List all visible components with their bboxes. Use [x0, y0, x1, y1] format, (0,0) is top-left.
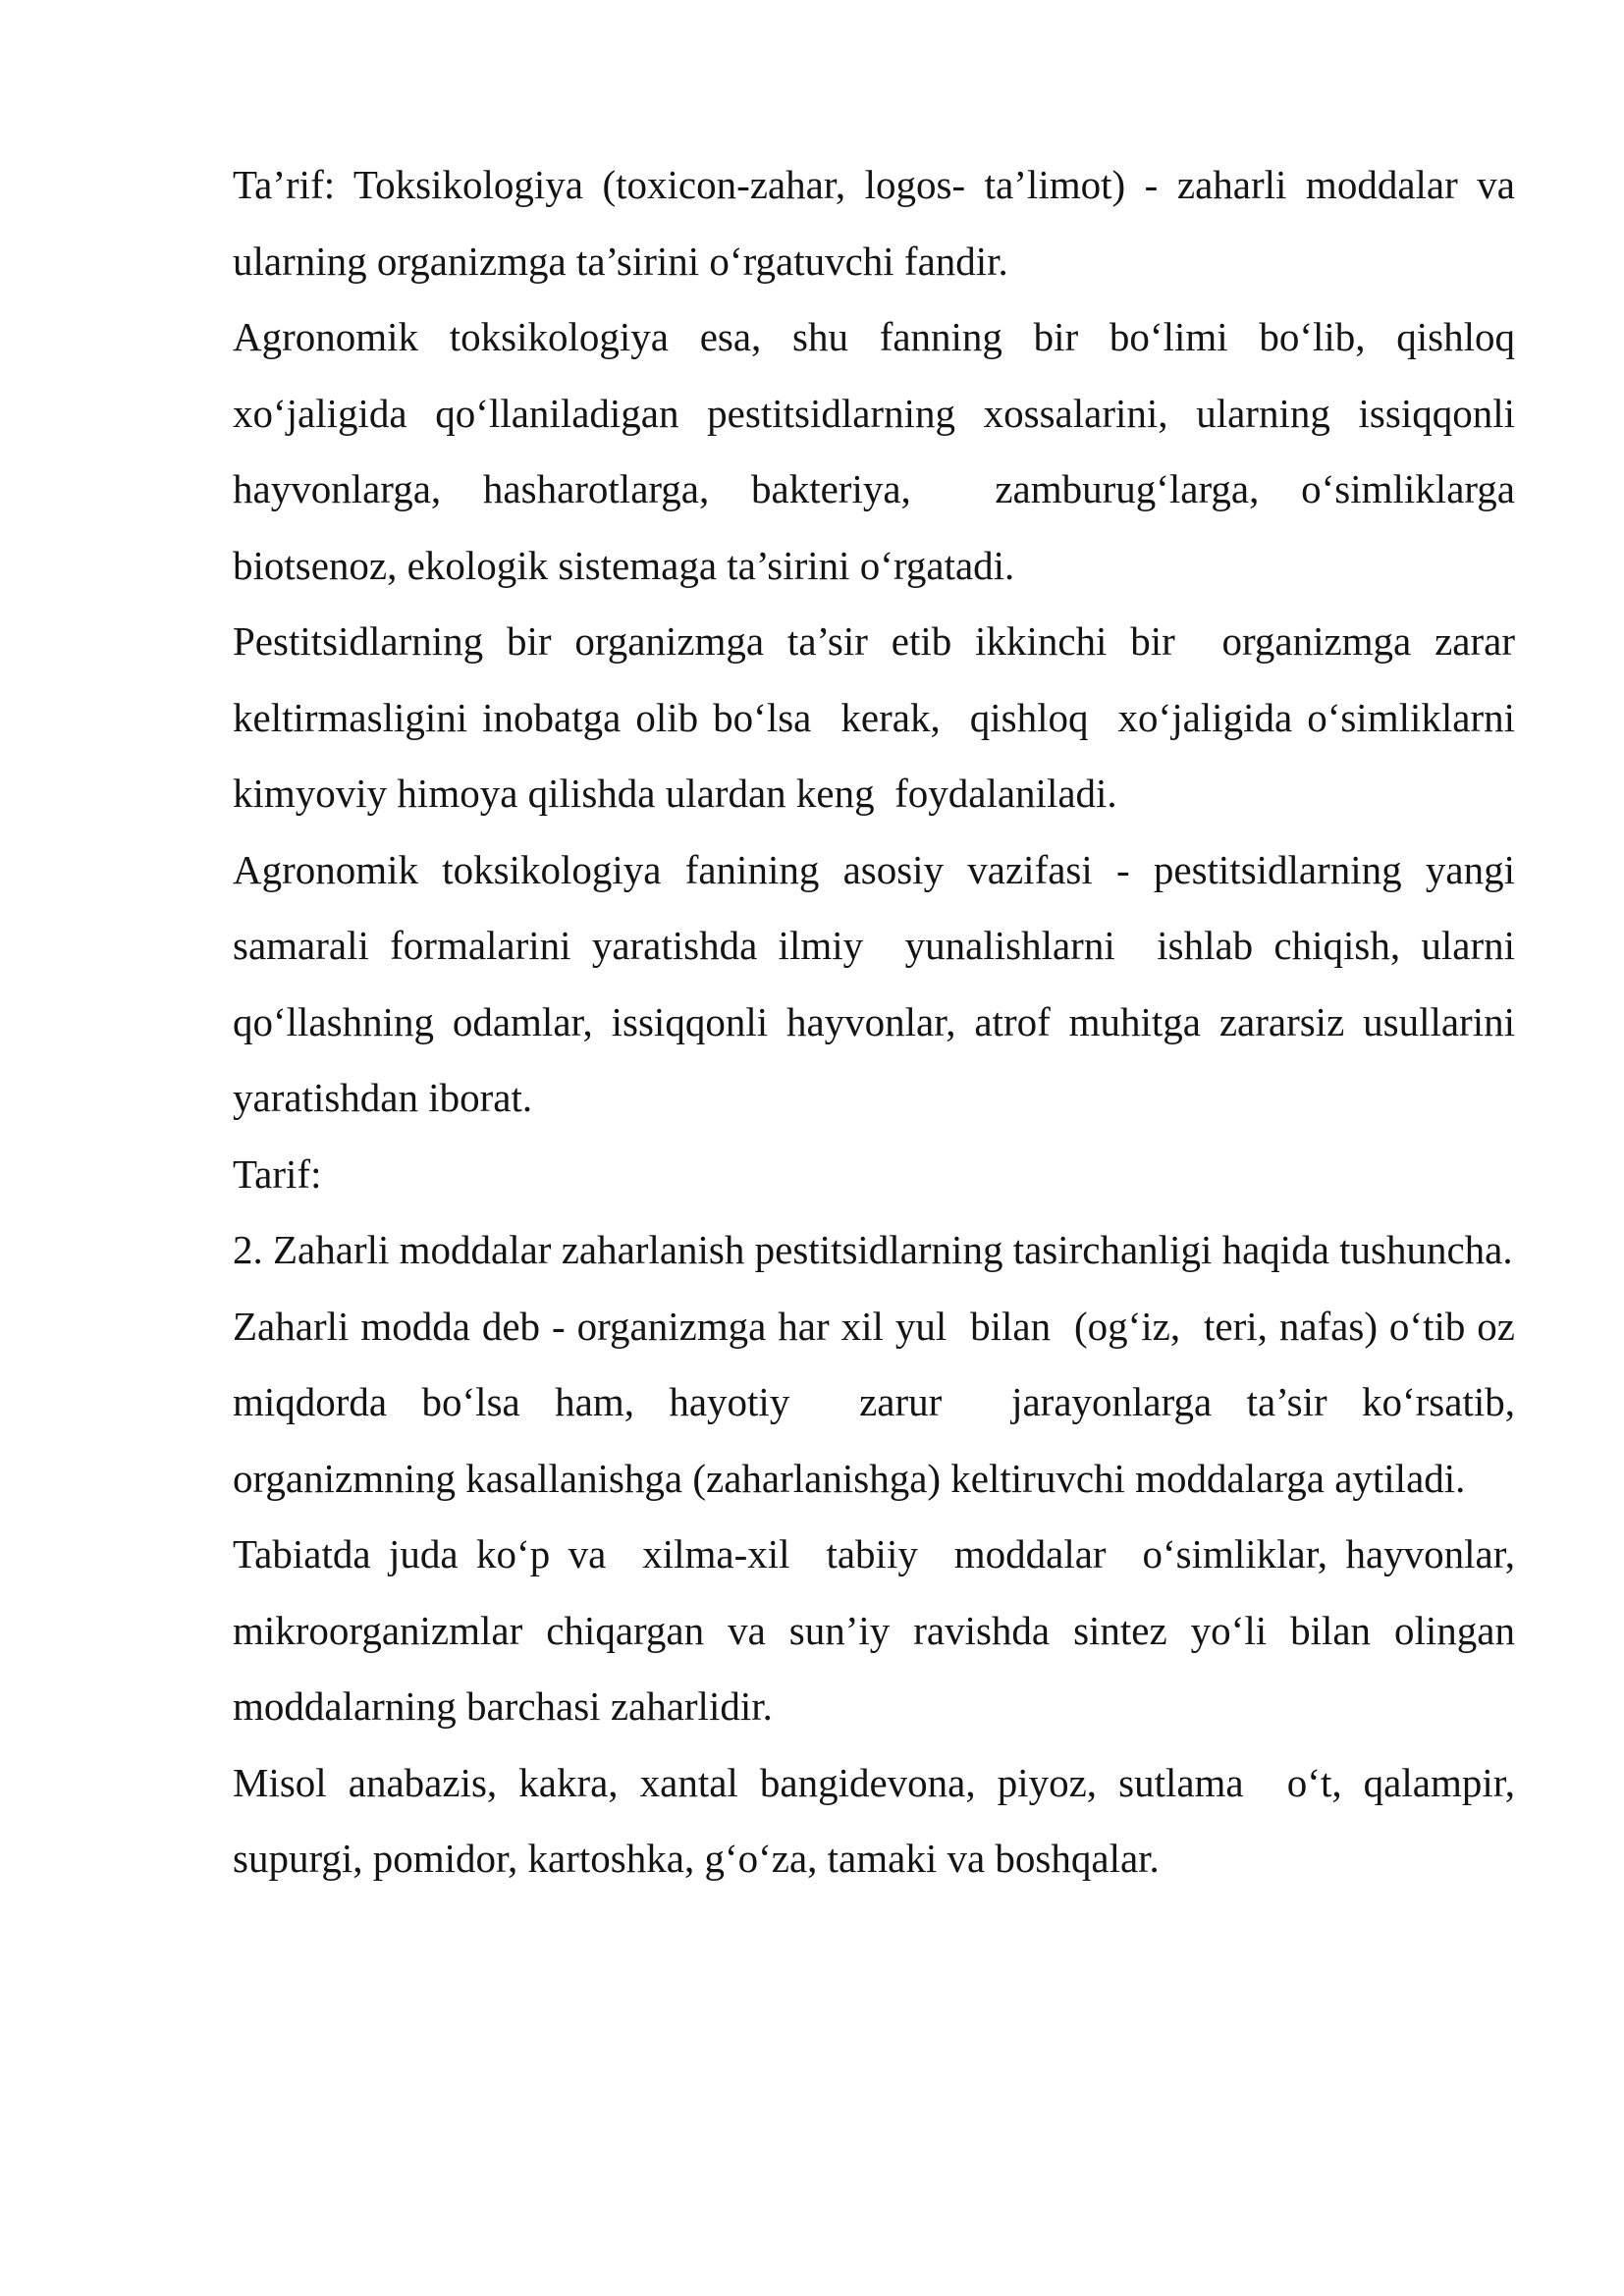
- document-body: [233, 147, 1526, 1897]
- paragraph-examples: Misol anabazis, kakra, xantal bangidevona, piyoz, sutlama o‘t, qalampir, supurgi, pomidor, kartoshka, g‘o‘za, tamaki va boshqalar.: [233, 1759, 1526, 1881]
- paragraph-definition: Ta’rif: Toksikologiya (toxicon-zahar, logos- ta’limot) - zaharli moddalar va ularning organizmga ta’sirini o‘rgatuvchi fandir.: [233, 162, 1526, 284]
- paragraph-natural-substances: Tabiatda juda ko‘p va xilma-xil tabiiy moddalar o‘simliklar, hayvonlar, mikroorganizmlar chiqargan va sun’iy ravishda sintez yo‘li bilan olingan moddalarning barchasi zaharlidir.: [233, 1531, 1526, 1729]
- paragraph-main-task: Agronomik toksikologiya fanining asosiy vazifasi - pestitsidlarning yangi samarali formalarini yaratishda ilmiy yunalishlarni ishlab chiqish, ularni qo‘llashning odamlar, issiqqonli hayvonlar, atrof muhitga zararsiz usullarini yaratishdan iborat.: [233, 846, 1526, 1120]
- paragraph-tarif-heading: Tarif:: [233, 1150, 322, 1197]
- paragraph-pesticide-effects: Pestitsidlarning bir organizmga ta’sir etib ikkinchi bir organizmga zarar keltirmasligini inobatga olib bo‘lsa kerak, qishloq xo‘jaligida o‘simliklarni kimyoviy himoya qilishda ulardan keng foydalaniladi.: [233, 618, 1526, 816]
- paragraph-section-2-heading: 2. Zaharli moddalar zaharlanish pestitsidlarning tasirchanligi haqida tushuncha.: [233, 1227, 1513, 1272]
- paragraph-agronomic-toxicology: Agronomik toksikologiya esa, shu fanning bir bo‘limi bo‘lib, qishloq xo‘jaligida qo‘llaniladigan pestitsidlarning xossalarini, ularning issiqqonli hayvonlarga, hasharotlarga, bakteriya, zamburug‘larga, o‘simliklarga biotsenoz, ekologik sistemaga ta’sirini o‘rgatadi.: [233, 314, 1526, 588]
- paragraph-toxic-substance-definition: Zaharli modda deb - organizmga har xil yul bilan (og‘iz, teri, nafas) o‘tib oz miqdorda bo‘lsa ham, hayotiy zarur jarayonlarga ta’sir ko‘rsatib, organizmning kasallanishga (zaharlanishga) keltiruvchi moddalarga aytiladi.: [233, 1303, 1526, 1501]
